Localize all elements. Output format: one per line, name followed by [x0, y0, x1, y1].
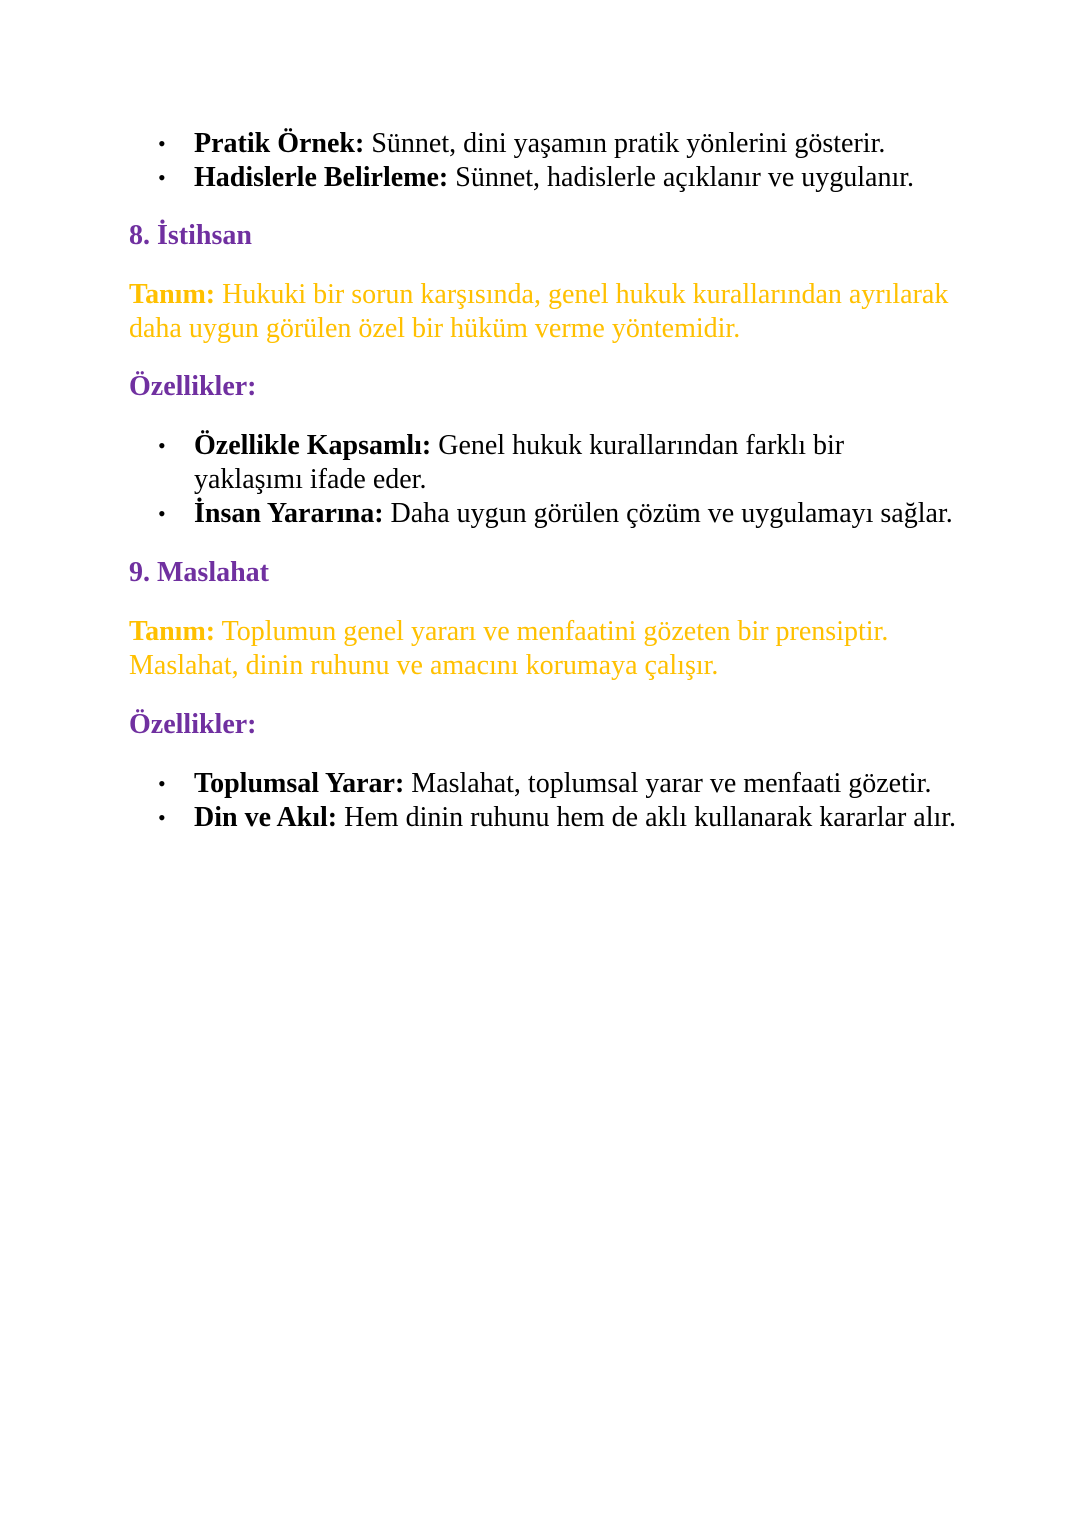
features-list-istihsan: [129, 429, 959, 531]
list-item: [194, 801, 959, 835]
bullet-text: Sünnet, hadislerle açıklanır ve uygulanır.: [448, 162, 915, 193]
definition-label: Tanım:: [129, 616, 216, 647]
section-heading-maslahat: 9. Maslahat: [129, 557, 269, 588]
list-item: [194, 127, 959, 161]
bullet-text: Genel hukuk kurallarından farklı bir yaklaşımı ifade eder.: [194, 430, 845, 495]
bullet-term: Hadislerle Belirleme:: [194, 162, 449, 193]
bullet-text: Sünnet, dini yaşamın pratik yönlerini gösterir.: [364, 128, 886, 159]
bullet-term: Toplumsal Yarar:: [194, 768, 405, 799]
definition-label: Tanım:: [129, 279, 216, 310]
document-content: [129, 127, 959, 835]
list-item: [194, 429, 959, 497]
list-item: [194, 497, 959, 531]
bullet-term: İnsan Yararına:: [194, 498, 384, 529]
features-heading-istihsan: Özellikler:: [129, 371, 257, 402]
bullet-text: Hem dinin ruhunu hem de aklı kullanarak kararlar alır.: [337, 802, 957, 833]
definition-text: Toplumun genel yararı ve menfaatini gözeten bir prensiptir. Maslahat, dinin ruhunu ve amacını korumaya çalışır.: [129, 616, 889, 681]
list-item: [194, 161, 959, 195]
intro-bullet-list: [129, 127, 959, 195]
features-heading-maslahat: Özellikler:: [129, 709, 257, 740]
definition-istihsan: [129, 278, 959, 346]
section-heading-istihsan: 8. İstihsan: [129, 220, 252, 251]
bullet-term: Özellikle Kapsamlı:: [194, 430, 432, 461]
list-item: [194, 767, 959, 801]
bullet-term: Din ve Akıl:: [194, 802, 338, 833]
definition-maslahat: [129, 615, 959, 683]
bullet-text: Daha uygun görülen çözüm ve uygulamayı sağlar.: [383, 498, 953, 529]
features-list-maslahat: [129, 767, 959, 835]
definition-text: Hukuki bir sorun karşısında, genel hukuk kurallarından ayrılarak daha uygun görülen özel bir hüküm verme yöntemidir.: [129, 279, 949, 344]
bullet-term: Pratik Örnek:: [194, 128, 365, 159]
bullet-text: Maslahat, toplumsal yarar ve menfaati gözetir.: [404, 768, 932, 799]
